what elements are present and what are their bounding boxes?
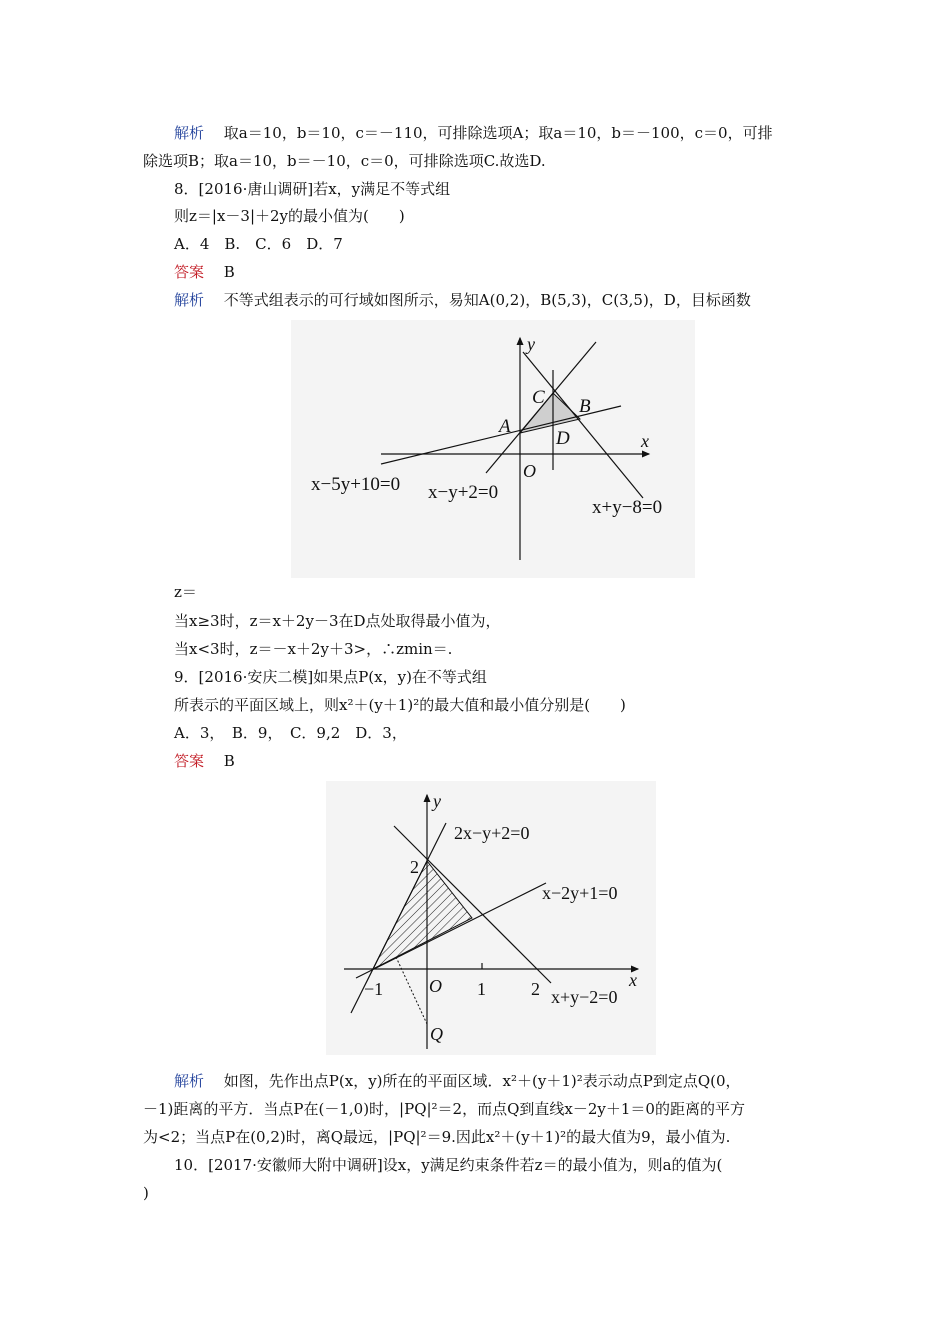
analysis-label: 解析 bbox=[174, 124, 205, 142]
question-8-analysis bbox=[174, 290, 751, 310]
figure-feasible-region-2 bbox=[326, 781, 656, 1055]
question-10-line2: ) bbox=[143, 1184, 149, 1202]
point-a-label: A bbox=[499, 416, 511, 437]
analysis-label: 解析 bbox=[174, 291, 205, 309]
feasible-region bbox=[373, 861, 472, 969]
analysis-q7-line2: 除选项B；取a＝10，b＝－10，c＝0，可排除选项C.故选D. bbox=[143, 152, 546, 170]
point-b-label: B bbox=[579, 396, 591, 417]
question-9-options: A．3， B．9， C．9,2 D．3， bbox=[174, 724, 407, 742]
point-d-label: D bbox=[556, 428, 570, 449]
analysis-q9-line3: 为<2；当点P在(0,2)时，离Q最远，|PQ|²＝9.因此x²＋(y＋1)²的最大值为9，最小值为. bbox=[143, 1128, 731, 1146]
point-c-label: C bbox=[532, 387, 545, 408]
question-8-options: A．4 B. C．6 D．7 bbox=[174, 235, 343, 253]
figure-feasible-region-1 bbox=[291, 320, 695, 578]
question-8-continuation-3: 当x<3时，z＝－x＋2y＋3>，∴zmin＝. bbox=[174, 640, 453, 658]
y-axis-label: y bbox=[527, 334, 535, 354]
y-axis-label: y bbox=[433, 791, 441, 811]
question-9-title: 9．[2016·安庆二模]如果点P(x，y)在不等式组 bbox=[174, 668, 487, 686]
question-10-line1: 10．[2017·安徽师大附中调研]设x，y满足约束条件若z＝的最小值为，则a的值为( bbox=[174, 1156, 723, 1174]
question-9-prompt: 所表示的平面区域上，则x²＋(y＋1)²的最大值和最小值分别是( ) bbox=[174, 696, 626, 714]
line-label-2: x−2y+1=0 bbox=[542, 883, 618, 903]
analysis-q9-line1 bbox=[174, 1071, 741, 1091]
analysis-label: 解析 bbox=[174, 1072, 205, 1090]
analysis-q7-line1 bbox=[174, 123, 773, 143]
question-8-title: 8．[2016·唐山调研]若x，y满足不等式组 bbox=[174, 180, 451, 198]
line-label-3: x+y−8=0 bbox=[592, 497, 663, 518]
question-8-continuation-2: 当x≥3时，z＝x＋2y－3在D点处取得最小值为， bbox=[174, 612, 501, 630]
figure-1-svg bbox=[291, 320, 695, 578]
point-q-label: Q bbox=[430, 1024, 443, 1044]
feasible-region bbox=[520, 393, 580, 433]
y-tick-label-2: 2 bbox=[410, 857, 419, 877]
origin-label: O bbox=[523, 461, 536, 481]
answer-value: B bbox=[223, 263, 235, 281]
distance-segment bbox=[396, 957, 427, 1024]
x-axis-label: x bbox=[629, 970, 637, 990]
line-label-3: x+y−2=0 bbox=[551, 987, 618, 1007]
line-label-1: 2x−y+2=0 bbox=[454, 823, 530, 843]
figure-2-svg bbox=[326, 781, 656, 1055]
analysis-text: 如图，先作出点P(x，y)所在的平面区域．x²＋(y＋1)²表示动点P到定点Q(0， bbox=[223, 1072, 741, 1090]
origin-label: O bbox=[429, 976, 442, 996]
answer-value: B bbox=[223, 752, 235, 770]
question-8-prompt: 则z＝|x－3|＋2y的最小值为( ) bbox=[174, 207, 405, 225]
analysis-text: 取a＝10，b＝10，c＝－110，可排除选项A；取a＝10，b＝－100，c＝0，可排 bbox=[223, 124, 773, 142]
x-tick-label-1: 1 bbox=[477, 979, 486, 999]
analysis-q9-line2: －1)距离的平方．当点P在(－1,0)时，|PQ|²＝2，而点Q到直线x－2y＋1＝0的距离的平方 bbox=[143, 1100, 745, 1118]
line-label-2: x−y+2=0 bbox=[428, 482, 499, 503]
answer-label: 答案 bbox=[174, 263, 205, 281]
question-8-continuation-1: z＝ bbox=[174, 583, 197, 601]
answer-label: 答案 bbox=[174, 752, 205, 770]
x-tick-label-2: 2 bbox=[531, 979, 540, 999]
line-label-1: x−5y+10=0 bbox=[311, 474, 401, 495]
x-axis-label: x bbox=[641, 431, 649, 451]
analysis-text: 不等式组表示的可行域如图所示，易知A(0,2)，B(5,3)，C(3,5)，D，目标函数 bbox=[223, 291, 751, 309]
x-tick-label-neg1: −1 bbox=[364, 979, 384, 999]
question-8-answer bbox=[174, 262, 235, 282]
question-9-answer bbox=[174, 751, 235, 771]
